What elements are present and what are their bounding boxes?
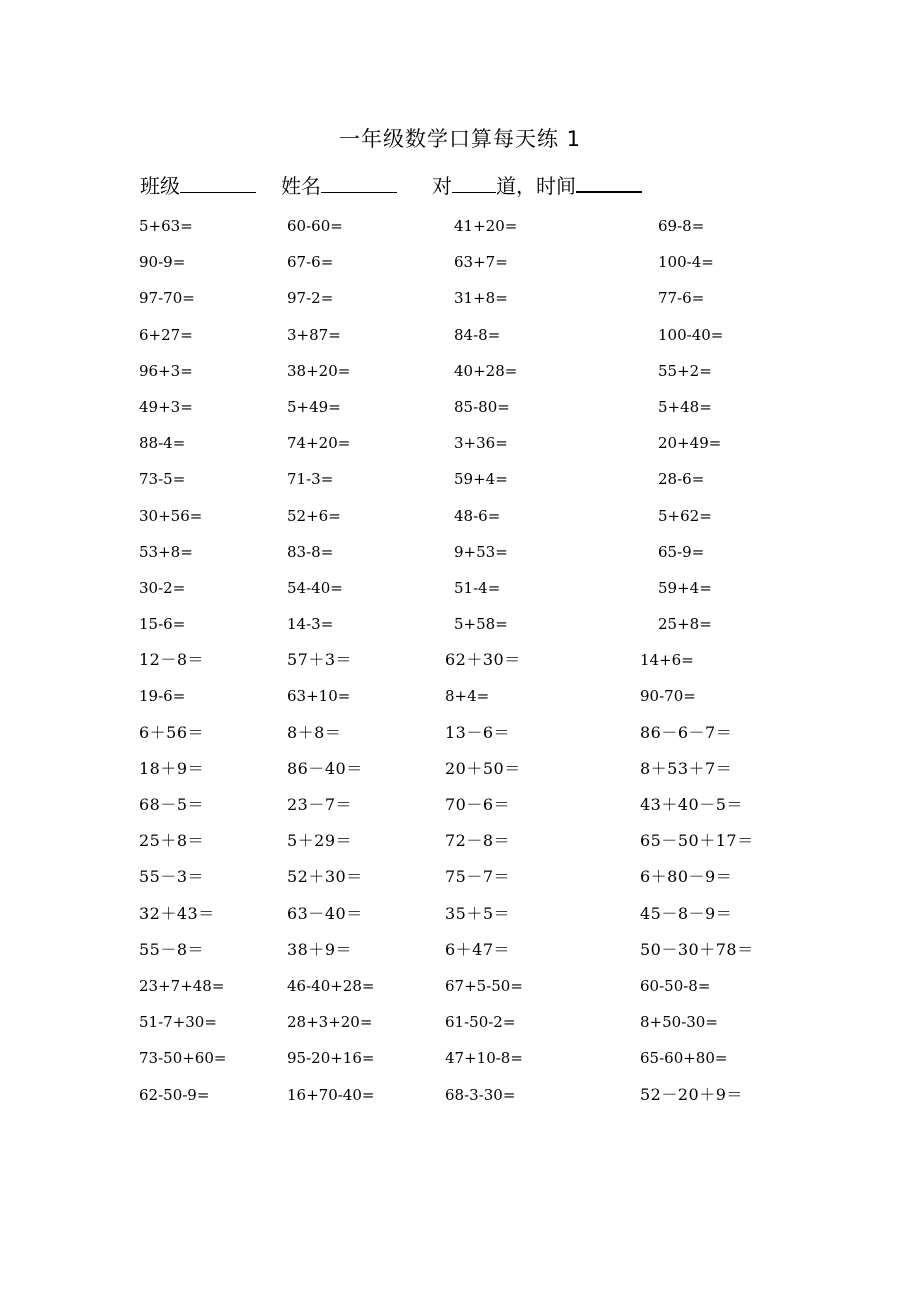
correct-count-blank[interactable] [452,174,496,193]
math-problem: 62-50-9= [139,1085,210,1104]
math-problem: 55+2= [658,361,712,380]
name-label: 姓名 [281,174,321,198]
math-problem: 83-8= [287,542,334,561]
worksheet-title: 一年级数学口算每天练 1 [338,127,582,151]
math-problem: 35＋5＝ [445,903,511,923]
math-problem: 8＋53＋7＝ [640,758,733,778]
time-blank[interactable] [576,173,642,193]
math-problem: 95-20+16= [287,1049,375,1068]
count-time-label: 道，时间 [496,174,576,198]
math-problem: 23－7＝ [287,795,353,814]
math-problem: 8+4= [445,687,490,706]
math-problem: 40+28= [454,361,518,380]
math-problem: 61-50-2= [445,1013,516,1032]
math-problem: 100-40= [658,325,724,344]
math-problem: 51-7+30= [139,1013,217,1032]
math-problem: 6＋47＝ [445,939,511,959]
math-problem: 60-50-8= [640,976,711,995]
math-problem: 65-9= [658,542,705,561]
score-field [432,170,642,199]
math-problem: 5+62= [658,506,712,525]
math-problem: 8+50-30= [640,1013,718,1032]
math-problem: 60-60= [287,217,343,235]
problem-row [0,1045,920,1081]
math-problem: 59+4= [658,578,712,597]
problem-row [0,647,920,683]
problem-row [0,792,920,828]
math-problem: 63+10= [287,687,351,706]
math-problem: 73-50+60= [139,1049,227,1068]
math-problem: 30+56= [139,506,203,525]
math-problem: 19-6= [139,687,186,706]
math-problem: 20＋50＝ [445,758,521,778]
problem-row [0,503,920,539]
math-problem: 50－30＋78＝ [640,939,754,959]
math-problem: 70－6＝ [445,795,511,814]
math-problem: 43＋40－5＝ [640,795,743,814]
math-problem: 12－8＝ [139,650,205,670]
math-problem: 45－8－9＝ [640,903,733,923]
math-problem: 14+6= [640,651,694,670]
name-blank[interactable] [321,174,397,193]
math-problem: 38＋9＝ [287,939,353,959]
math-problem: 5+49= [287,397,341,416]
correct-label: 对 [432,174,452,198]
math-problem: 75－7＝ [445,867,511,887]
math-problem: 67-6= [287,253,334,272]
math-problem: 86－6－7＝ [640,722,733,742]
math-problem: 20+49= [658,434,722,453]
math-problem: 73-5= [139,470,186,489]
problem-row [0,611,920,647]
math-problem: 74+20= [287,434,351,453]
math-problem: 46-40+28= [287,976,375,995]
math-problem: 25＋8＝ [139,831,205,851]
problem-row [0,683,920,719]
math-problem: 90-70= [640,687,696,706]
math-problem: 65-60+80= [640,1049,728,1068]
math-problem: 55－8＝ [139,939,205,959]
problem-row [0,539,920,575]
problem-row [0,213,920,249]
math-problem: 68－5＝ [139,795,205,814]
math-problem: 52+6= [287,506,341,525]
problem-row [0,466,920,502]
math-problem: 54-40= [287,578,343,597]
math-problem: 53+8= [139,542,193,561]
math-problem: 97-2= [287,289,334,308]
math-problem: 68-3-30= [445,1085,516,1104]
math-problem: 13－6＝ [445,722,511,742]
math-problem: 5＋29＝ [287,831,353,851]
math-problem: 14-3= [287,615,334,634]
math-problem: 55－3＝ [139,867,205,887]
problem-row [0,756,920,792]
math-problem: 67+5-50= [445,976,523,995]
math-problem: 28+3+20= [287,1013,373,1032]
problem-row [0,394,920,430]
problem-row [0,1009,920,1045]
math-problem: 63－40＝ [287,903,363,923]
problem-row [0,249,920,285]
math-problem: 90-9= [139,253,186,272]
math-problem: 65－50＋17＝ [640,831,754,851]
math-problem: 25+8= [658,615,712,634]
math-problem: 96+3= [139,361,193,380]
class-blank[interactable] [180,174,256,193]
math-problem: 3+36= [454,434,508,453]
problem-row [0,828,920,864]
math-problem: 62＋30＝ [445,650,521,670]
problem-row [0,285,920,321]
math-problem: 32＋43＝ [139,903,215,923]
math-problem: 8＋8＝ [287,722,342,742]
math-problem: 6＋56＝ [139,722,205,742]
problem-row [0,430,920,466]
math-problem: 72－8＝ [445,831,511,851]
math-problem: 23+7+48= [139,976,225,995]
math-problem: 5+63= [139,217,193,235]
math-problem: 49+3= [139,397,193,416]
problem-grid [0,213,920,1118]
math-problem: 84-8= [454,325,501,344]
math-problem: 85-80= [454,397,510,416]
math-problem: 30-2= [139,578,186,597]
math-problem: 6＋80－9＝ [640,867,733,887]
math-problem: 5+58= [454,615,508,634]
problem-row [0,973,920,1009]
math-problem: 48-6= [454,506,501,525]
math-problem: 59+4= [454,470,508,489]
problem-row [0,937,920,973]
math-problem: 71-3= [287,470,334,489]
math-problem: 100-4= [658,253,714,272]
problem-row [0,1082,920,1118]
math-problem: 9+53= [454,542,508,561]
math-problem: 52－20＋9＝ [640,1084,743,1104]
class-field [140,170,256,199]
math-problem: 41+20= [454,217,518,235]
math-problem: 51-4= [454,578,501,597]
math-problem: 63+7= [454,253,508,272]
math-problem: 3+87= [287,325,341,344]
problem-row [0,322,920,358]
math-problem: 18＋9＝ [139,758,205,778]
math-problem: 31+8= [454,289,508,308]
math-problem: 69-8= [658,217,705,235]
problem-row [0,864,920,900]
math-problem: 38+20= [287,361,351,380]
math-problem: 77-6= [658,289,705,308]
problem-row [0,358,920,394]
problem-row [0,575,920,611]
math-problem: 47+10-8= [445,1049,523,1068]
math-problem: 16+70-40= [287,1085,375,1104]
math-problem: 86－40＝ [287,758,363,778]
class-label: 班级 [140,174,180,198]
math-problem: 5+48= [658,397,712,416]
math-problem: 97-70= [139,289,195,308]
math-problem: 52＋30＝ [287,867,363,887]
math-problem: 88-4= [139,434,186,453]
math-problem: 28-6= [658,470,705,489]
problem-row [0,720,920,756]
name-field [281,170,397,199]
math-problem: 6+27= [139,325,193,344]
math-problem: 15-6= [139,615,186,634]
math-problem: 57＋3＝ [287,650,353,670]
problem-row [0,901,920,937]
